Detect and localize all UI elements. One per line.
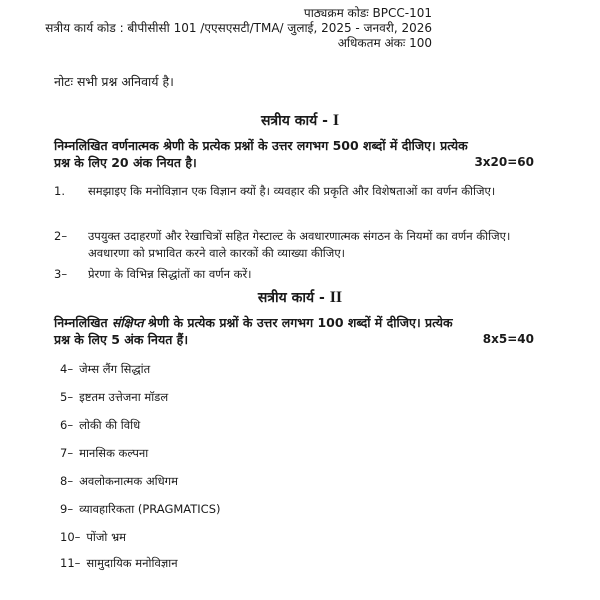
question-8 [60, 474, 178, 489]
question-3 [54, 266, 534, 283]
question-text: लोकी की विधि [79, 418, 141, 432]
question-number: 8– [60, 474, 74, 488]
question-number: 1. [54, 184, 65, 198]
question-number: 4– [60, 362, 74, 376]
question-text: उपयुक्त उदाहरणों और रेखाचित्रों सहित गेस्टाल्ट के अवधारणात्मक संगठन के नियमों का वर्णन कीजिए। अवधारणा को प्रभावित करने वाले कारकों की व्याख्या कीजिए। [88, 229, 511, 260]
instruction-line-2: प्रश्न के लिए 20 अंक नियत है। [54, 155, 197, 170]
section-2-label: सत्रीय कार्य - [257, 290, 325, 306]
question-4 [60, 362, 150, 377]
question-2 [54, 228, 534, 262]
question-5 [60, 390, 168, 405]
section-2-roman: II [329, 289, 343, 306]
question-text: समझाइए कि मनोविज्ञान एक विज्ञान क्यों है। व्यवहार की प्रकृति और विशेषताओं का वर्णन कीजिए। [88, 184, 496, 198]
question-text: इष्टतम उत्तेजना मॉडल [79, 390, 169, 404]
instruction-post: श्रेणी के प्रत्येक प्रश्नों के उत्तर लगभग 100 शब्दों में दीजिए। प्रत्येक [143, 315, 453, 330]
section-2-marks: 8x5=40 [482, 332, 534, 346]
instruction-pre: निम्नलिखित [54, 315, 112, 330]
question-text: अवलोकनात्मक अधिगम [79, 474, 179, 488]
question-text: व्यावहारिकता (PRAGMATICS) [79, 502, 221, 516]
question-9 [60, 502, 221, 517]
question-6 [60, 418, 140, 433]
question-10 [60, 530, 126, 545]
question-text: मानसिक कल्पना [79, 446, 149, 460]
question-number: 7– [60, 446, 74, 460]
document-header [45, 6, 432, 51]
instruction-line-1: निम्नलिखित वर्णनात्मक श्रेणी के प्रत्येक प्रश्नों के उत्तर लगभग 500 शब्दों में दीजिए। प्रत्येक [54, 138, 468, 153]
question-text: पोंजो भ्रम [86, 530, 127, 544]
section-1-instruction [54, 137, 534, 171]
section-1-label: सत्रीय कार्य - [260, 113, 328, 129]
note: नोटः सभी प्रश्न अनिवार्य है। [54, 74, 174, 89]
section-2-title [0, 288, 600, 307]
question-number: 6– [60, 418, 74, 432]
question-text: प्रेरणा के विभिन्न सिद्धांतों का वर्णन करें। [88, 267, 252, 281]
question-number: 9– [60, 502, 74, 516]
question-text: सामुदायिक मनोविज्ञान [86, 556, 178, 570]
question-number: 11– [60, 556, 81, 570]
question-number: 5– [60, 390, 74, 404]
question-7 [60, 446, 148, 461]
question-number: 3– [54, 267, 68, 281]
question-11 [60, 556, 178, 571]
section-2-instruction [54, 314, 534, 348]
section-1-title [0, 111, 600, 130]
instruction-italic: संक्षिप्त [111, 315, 144, 330]
instruction-line-1 [54, 314, 534, 331]
course-code: पाठ्यक्रम कोडः BPCC-101 [303, 6, 432, 20]
assignment-code: सत्रीय कार्य कोड : बीपीसीसी 101 /एएसएसटी/TMA/ जुलाई, 2025 - जनवरी, 2026 [45, 21, 432, 35]
section-1-roman: I [332, 112, 340, 129]
question-number: 10– [60, 530, 81, 544]
question-text: जेम्स लैंग सिद्धांत [79, 362, 151, 376]
section-1-marks: 3x20=60 [474, 155, 534, 169]
question-number: 2– [54, 229, 68, 243]
question-1 [54, 183, 534, 200]
instruction-line-2: प्रश्न के लिए 5 अंक नियत हैं। [54, 332, 189, 347]
max-marks: अधिकतम अंकः 100 [337, 36, 432, 50]
